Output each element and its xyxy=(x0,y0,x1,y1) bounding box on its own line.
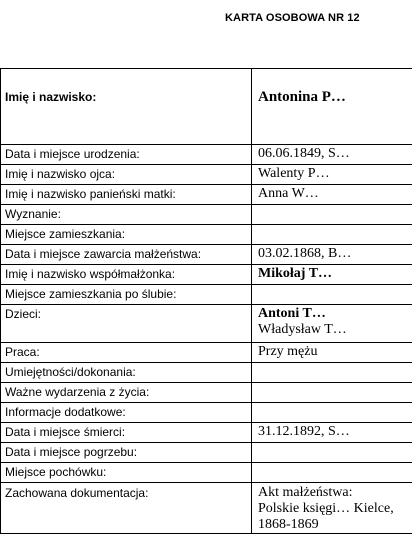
table-row-life-events xyxy=(1,383,412,403)
field-label-funeral: Data i miejsce pogrzebu: xyxy=(1,443,252,463)
table-row-residence-after-wedding xyxy=(1,285,412,305)
field-value-birth: 06.06.1849, S… xyxy=(252,145,412,165)
field-value-additional-info xyxy=(252,403,412,423)
field-label-religion: Wyznanie: xyxy=(1,205,252,225)
field-value-death: 31.12.1892, S… xyxy=(252,423,412,443)
field-value-residence xyxy=(252,225,412,245)
table-row-birth xyxy=(1,145,412,165)
table-row-work xyxy=(1,343,412,363)
field-label-documentation: Zachowana dokumentacja: xyxy=(1,483,252,534)
field-value-work: Przy mężu xyxy=(252,343,412,363)
table-row-marriage xyxy=(1,245,412,265)
field-value-funeral xyxy=(252,443,412,463)
table-row-religion xyxy=(1,205,412,225)
field-label-name: Imię i nazwisko: xyxy=(1,69,252,145)
field-label-spouse: Imię i nazwisko współmałżonka: xyxy=(1,265,252,285)
field-value-children xyxy=(252,305,412,343)
field-label-skills: Umiejętności/dokonania: xyxy=(1,363,252,383)
field-value-life-events xyxy=(252,383,412,403)
field-value-name: Antonina P… xyxy=(252,69,412,145)
field-value-skills xyxy=(252,363,412,383)
child-name: Władysław T… xyxy=(258,322,412,338)
field-label-mother: Imię i nazwisko panieński matki: xyxy=(1,185,252,205)
field-value-residence-after-wedding xyxy=(252,285,412,305)
personal-card-table xyxy=(0,68,412,534)
document-line: Polskie księgi… Kielce, xyxy=(258,501,412,517)
field-value-mother: Anna W… xyxy=(252,185,412,205)
field-label-children: Dzieci: xyxy=(1,305,252,343)
table-row-children xyxy=(1,305,412,343)
field-label-birth: Data i miejsce urodzenia: xyxy=(1,145,252,165)
field-value-spouse: Mikołaj T… xyxy=(252,265,412,285)
field-label-additional-info: Informacje dodatkowe: xyxy=(1,403,252,423)
table-row-death xyxy=(1,423,412,443)
field-label-residence-after-wedding: Miejsce zamieszkania po ślubie: xyxy=(1,285,252,305)
table-row-documentation xyxy=(1,483,412,534)
table-row-funeral xyxy=(1,443,412,463)
table-row-burial xyxy=(1,463,412,483)
field-value-marriage: 03.02.1868, B… xyxy=(252,245,412,265)
page-title: KARTA OSOBOWA NR 12 xyxy=(225,12,360,24)
field-value-religion xyxy=(252,205,412,225)
document-line: 1868-1869 xyxy=(258,517,412,533)
table-row-additional-info xyxy=(1,403,412,423)
field-label-work: Praca: xyxy=(1,343,252,363)
table-row-spouse xyxy=(1,265,412,285)
table-row-residence xyxy=(1,225,412,245)
field-label-marriage: Data i miejsce zawarcia małżeństwa: xyxy=(1,245,252,265)
field-label-death: Data i miejsce śmierci: xyxy=(1,423,252,443)
field-label-life-events: Ważne wydarzenia z życia: xyxy=(1,383,252,403)
table-row-name xyxy=(1,69,412,145)
child-name: Antoni T… xyxy=(258,306,412,322)
document-line: Akt małżeństwa: xyxy=(258,485,412,501)
field-value-documentation xyxy=(252,483,412,534)
table-row-mother xyxy=(1,185,412,205)
field-value-burial xyxy=(252,463,412,483)
field-label-residence: Miejsce zamieszkania: xyxy=(1,225,252,245)
field-value-father: Walenty P… xyxy=(252,165,412,185)
table-row-father xyxy=(1,165,412,185)
field-label-father: Imię i nazwisko ojca: xyxy=(1,165,252,185)
table-row-skills xyxy=(1,363,412,383)
field-label-burial: Miejsce pochówku: xyxy=(1,463,252,483)
